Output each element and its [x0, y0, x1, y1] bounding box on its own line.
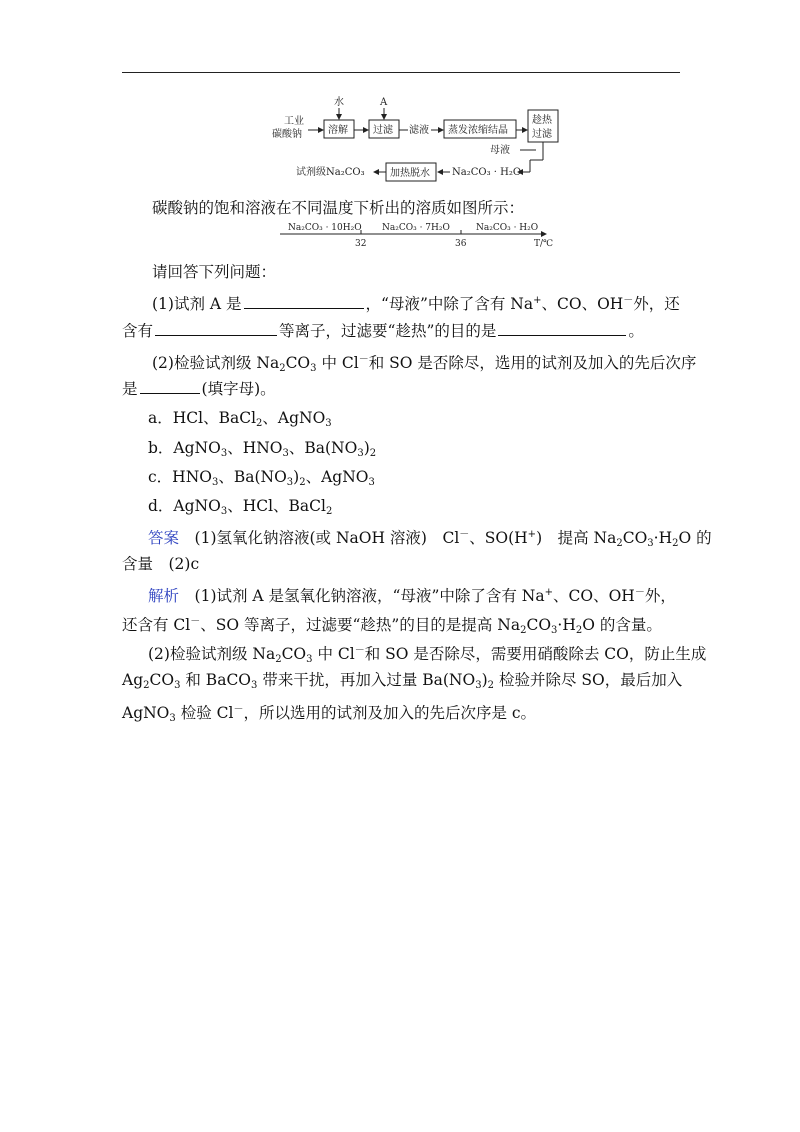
- question-1-line2: 含有 等离子，过滤要“趁热”的目的是 。: [122, 322, 644, 340]
- explanation-line2: 还含有 Cl－、SO 等离子，过滤要“趁热”的目的是提高 $Na_2CO_3\cdot H_2O$ 的含量。: [122, 616, 662, 636]
- process-flowchart: [268, 92, 568, 188]
- flow-hot-filter-line2: 过滤: [532, 129, 552, 140]
- option-c: c．$HNO_3$、$Ba(NO_3)_2$、AgNO$_3$: [148, 468, 375, 488]
- flow-evaporate: 蒸发浓缩结晶: [448, 125, 508, 136]
- option-b: b．AgNO$_3$、$HNO_3$、$Ba(NO_3)_2$: [148, 439, 377, 459]
- timeline-axis-label: T/℃: [534, 239, 554, 249]
- option-d: d．AgNO$_3$、HCl、BaCl$_2$: [148, 497, 333, 517]
- flow-hot-filter-line1: 趁热: [532, 115, 552, 126]
- intro-text: 碳酸钠的饱和溶液在不同温度下析出的溶质如图所示：: [152, 199, 525, 217]
- answer-line1: 答案 (1)氢氧化钠溶液(或 NaOH 溶液) Cl－、SO(H+) 提高 $Na_2CO_3\cdot H_2O$ 的: [148, 529, 712, 549]
- flow-filter: 过滤: [373, 125, 393, 136]
- timeline-t2: 36: [455, 239, 467, 249]
- header-rule: [122, 72, 680, 73]
- flow-start-line1: 工业: [284, 116, 304, 127]
- question-2-line1: (2)检验试剂级 $Na_2CO_3$ 中 Cl－和 SO 是否除尽，选用的试剂及加入的先后次序: [152, 354, 697, 374]
- question-1-line1: (1)试剂 A 是 ，“母液”中除了含有 Na+、CO、OH－外，还: [152, 295, 680, 313]
- answer-blank[interactable]: [244, 294, 364, 309]
- flow-water: 水: [334, 97, 344, 108]
- answer-blank[interactable]: [155, 321, 277, 336]
- option-a: a．HCl、BaCl$_2$、AgNO$_3$: [148, 409, 332, 429]
- explanation-label: 解析: [148, 587, 180, 605]
- timeline-t1: 32: [355, 239, 367, 249]
- question-2-line2: 是 (填字母)。: [122, 380, 276, 398]
- timeline-seg2: Na₂CO₃ · 7H₂O: [382, 223, 450, 233]
- flow-start-line2: 碳酸钠: [272, 129, 302, 140]
- answer-blank[interactable]: [140, 379, 200, 394]
- flow-dissolve: 溶解: [328, 125, 348, 136]
- temperature-timeline: [276, 220, 566, 250]
- flow-filtrate: 滤液: [409, 125, 429, 136]
- flow-heat-dehydrate: 加热脱水: [390, 168, 430, 179]
- flow-reagent-grade: 试剂级Na₂CO₃: [296, 167, 365, 178]
- explanation-line5: AgNO$_3$ 检验 Cl－，所以选用的试剂及加入的先后次序是 c。: [122, 704, 537, 724]
- prompt-text: 请回答下列问题：: [152, 263, 277, 281]
- explanation-line3: (2)检验试剂级 $Na_2CO_3$ 中 Cl－和 SO 是否除尽，需要用硝酸除去 CO，防止生成: [148, 645, 707, 665]
- timeline-seg1: Na₂CO₃ · 10H₂O: [288, 223, 362, 233]
- flow-mother-liquor: 母液: [490, 145, 510, 156]
- explanation-line4: $Ag_2CO_3$ 和 BaCO$_3$ 带来干扰，再加入过量 $Ba(NO_3)_2$ 检验并除尽 SO，最后加入: [122, 671, 683, 691]
- answer-line2: 含量 (2)c: [122, 555, 200, 573]
- timeline-seg3: Na₂CO₃ · H₂O: [476, 223, 539, 233]
- answer-label: 答案: [148, 529, 180, 547]
- flow-product-intermediate: Na₂CO₃ · H₂O: [452, 167, 522, 178]
- explanation-line1: 解析 (1)试剂 A 是氢氧化钠溶液，“母液”中除了含有 Na+、CO、OH－外，: [148, 587, 676, 605]
- answer-blank[interactable]: [498, 321, 626, 336]
- flow-reagent-a: A: [380, 97, 388, 108]
